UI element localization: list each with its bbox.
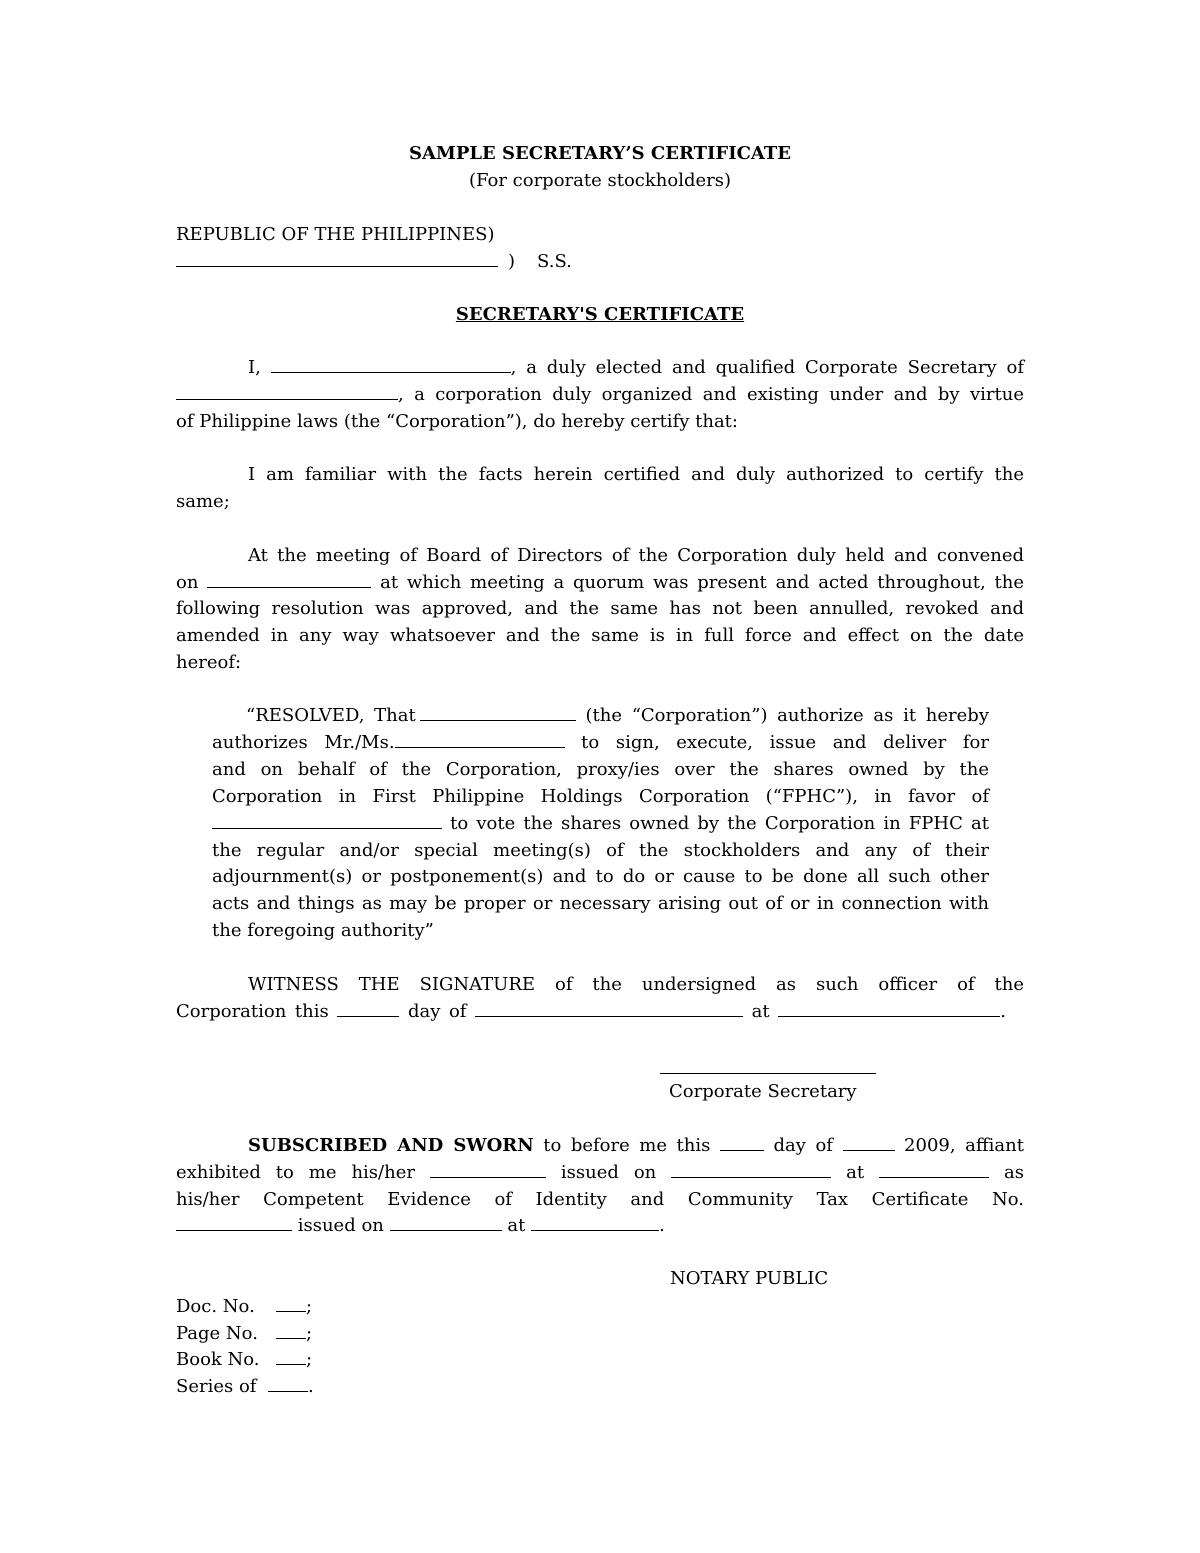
venue-line	[176, 251, 572, 273]
resolution-line-5	[212, 813, 989, 835]
jurat-day-blank	[720, 1135, 764, 1151]
jurat-id-blank	[430, 1162, 546, 1178]
notary-label: NOTARY PUBLIC	[670, 1268, 829, 1289]
docket-page-end: ;	[306, 1323, 313, 1344]
intro-line-2	[176, 384, 1024, 406]
jurat-text-2d: as	[1004, 1162, 1024, 1183]
jurat-bold-text: SUBSCRIBED AND SWORN	[248, 1135, 534, 1156]
jurat-text-1b: day of	[773, 1135, 833, 1156]
resolution-text-5: to vote the shares owned by the Corporation in FPHC at	[450, 813, 989, 834]
intro-i: I,	[248, 357, 261, 378]
venue-republic: REPUBLIC OF THE PHILIPPINES)	[176, 224, 495, 245]
jurat-text-2a: exhibited to me his/her	[176, 1162, 415, 1183]
meeting-on: on	[176, 572, 199, 593]
jurat-text-1a: to before me this	[543, 1135, 711, 1156]
intro-text-2: , a corporation duly organized and existing under and by virtue	[398, 384, 1024, 405]
meeting-line-2	[176, 572, 1024, 594]
venue-blank	[176, 251, 498, 267]
docket-page	[176, 1323, 312, 1345]
jurat-line-1	[248, 1135, 1024, 1157]
resolution-text-2a: authorizes Mr./Ms.	[212, 732, 395, 753]
docket-page-blank	[276, 1323, 306, 1339]
docket-series-label: Series of	[176, 1376, 257, 1397]
jurat-line-4	[176, 1215, 665, 1237]
jurat-text-1c: 2009, affiant	[904, 1135, 1024, 1156]
certificate-heading: SECRETARY'S CERTIFICATE	[455, 304, 745, 325]
meeting-text-2: at which meeting a quorum was present and acted throughout, the	[380, 572, 1024, 593]
witness-text-a: Corporation this	[176, 1001, 329, 1022]
jurat-text-4b: at	[507, 1215, 526, 1236]
docket-series-end: .	[308, 1376, 314, 1397]
intro-text-1: , a duly elected and qualified Corporate Secretary of	[510, 357, 1024, 378]
resolution-line-8: acts and things as may be proper or necessary arising out of or in connection with	[212, 893, 989, 914]
witness-text-c: at	[751, 1001, 770, 1022]
meeting-line-3: following resolution was approved, and the same has not been annulled, revoked and	[176, 598, 1024, 619]
witness-line-2	[176, 1001, 1006, 1023]
docket-book-label: Book No.	[176, 1349, 260, 1370]
proxy-holder-blank	[395, 732, 565, 748]
jurat-month-blank	[843, 1135, 895, 1151]
ctc-number-blank	[176, 1215, 292, 1231]
corporation-name-blank	[176, 384, 398, 400]
signature-label: Corporate Secretary	[669, 1081, 857, 1102]
resolution-corp-blank	[420, 705, 576, 721]
ctc-place-blank	[531, 1215, 659, 1231]
docket-doc-end: ;	[306, 1296, 313, 1317]
jurat-issued-blank	[671, 1162, 831, 1178]
meeting-line-4: amended in any way whatsoever and the same is in full force and effect on the date	[176, 625, 1024, 646]
jurat-text-2b: issued on	[560, 1162, 657, 1183]
document-title: SAMPLE SECRETARY’S CERTIFICATE	[408, 143, 792, 164]
docket-doc-label: Doc. No.	[176, 1296, 255, 1317]
docket-book-end: ;	[306, 1349, 313, 1370]
resolution-line-9: the foregoing authority”	[212, 920, 434, 941]
docket-doc	[176, 1296, 312, 1318]
intro-line-1	[248, 357, 1024, 379]
meeting-date-blank	[207, 572, 371, 588]
resolution-line-3: and on behalf of the Corporation, proxy/ies over the shares owned by the	[212, 759, 989, 780]
docket-book	[176, 1349, 312, 1371]
resolution-line-6: the regular and/or special meeting(s) of the stockholders and any of their	[212, 840, 989, 861]
jurat-period: .	[659, 1215, 665, 1236]
docket-page-label: Page No.	[176, 1323, 258, 1344]
ctc-issued-blank	[390, 1215, 502, 1231]
jurat-line-3: his/her Competent Evidence of Identity and Community Tax Certificate No.	[176, 1189, 1024, 1210]
resolution-line-7: adjournment(s) or postponement(s) and to do or cause to be done all such other	[212, 866, 989, 887]
witness-place-blank	[778, 1001, 1000, 1017]
witness-line-1: WITNESS THE SIGNATURE of the undersigned as such officer of the	[248, 974, 1024, 995]
resolution-text-2b: to sign, execute, issue and deliver for	[581, 732, 989, 753]
witness-day-blank	[337, 1001, 399, 1017]
signature-line	[660, 1073, 876, 1074]
jurat-text-4a: issued on	[297, 1215, 384, 1236]
jurat-place-blank	[879, 1162, 989, 1178]
venue-paren: )	[508, 251, 516, 272]
intro-line-3: of Philippine laws (the “Corporation”), do hereby certify that:	[176, 411, 738, 432]
witness-text-b: day of	[407, 1001, 467, 1022]
familiar-line-1: I am familiar with the facts herein certified and duly authorized to certify the	[248, 464, 1024, 485]
docket-series	[176, 1376, 314, 1398]
meeting-line-5: hereof:	[176, 652, 242, 673]
resolution-text-1a: “RESOLVED, That	[246, 705, 416, 726]
docket-series-blank	[268, 1376, 308, 1392]
docket-book-blank	[276, 1349, 306, 1365]
secretary-name-blank	[271, 357, 511, 373]
proxy-favor-blank	[212, 813, 442, 829]
meeting-line-1: At the meeting of Board of Directors of the Corporation duly held and convened	[248, 545, 1024, 566]
witness-month-blank	[475, 1001, 743, 1017]
resolution-line-4: Corporation in First Philippine Holdings Corporation (“FPHC”), in favor of	[212, 786, 989, 807]
resolution-line-2	[212, 732, 989, 754]
jurat-text-2c: at	[846, 1162, 865, 1183]
venue-ss: S.S.	[537, 251, 572, 272]
witness-period: .	[1000, 1001, 1006, 1022]
resolution-line-1	[246, 705, 989, 727]
resolution-text-1b: (the “Corporation”) authorize as it hereby	[585, 705, 989, 726]
jurat-line-2	[176, 1162, 1024, 1184]
document-subtitle: (For corporate stockholders)	[468, 170, 732, 191]
docket-doc-blank	[276, 1296, 306, 1312]
familiar-line-2: same;	[176, 491, 230, 512]
